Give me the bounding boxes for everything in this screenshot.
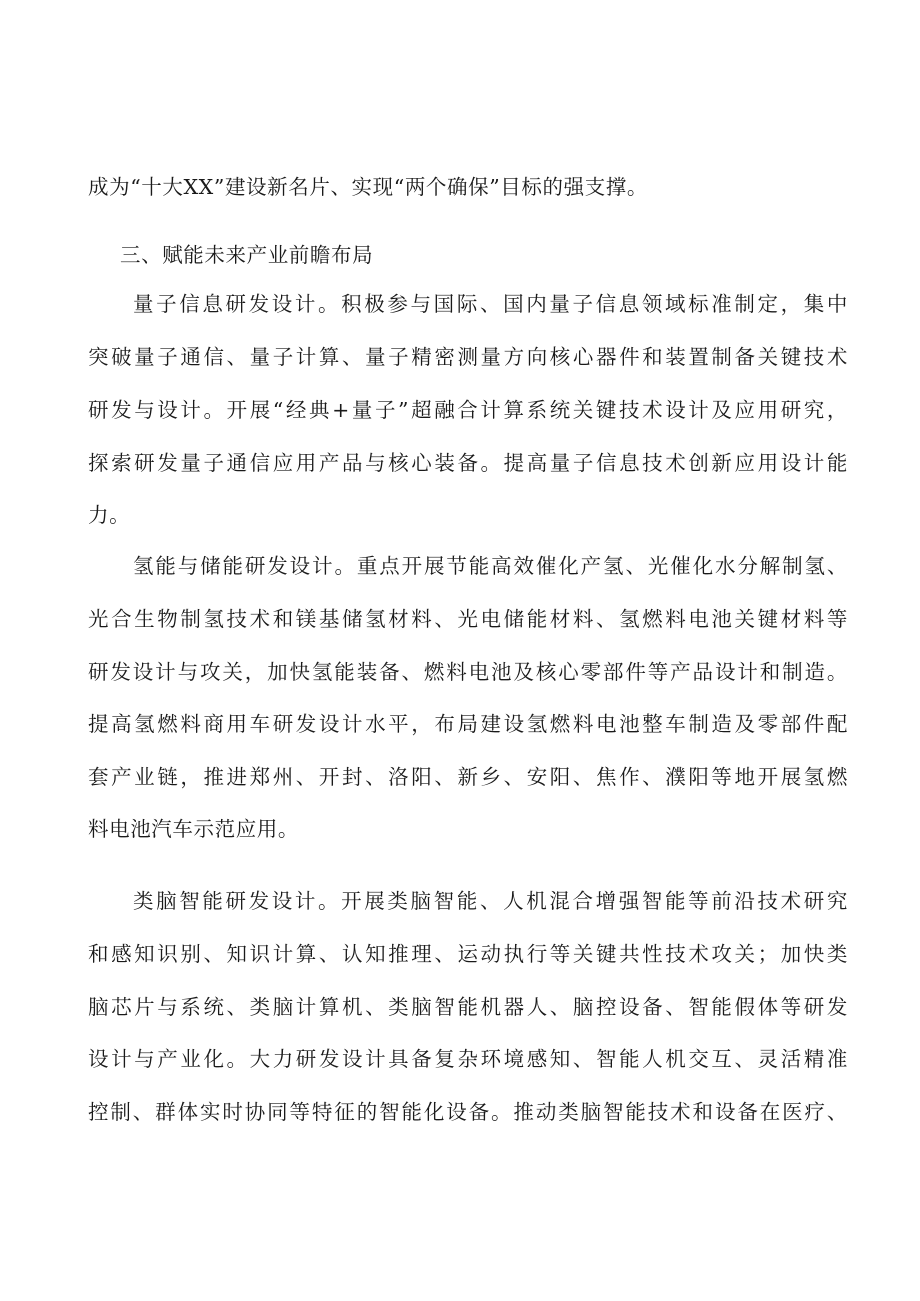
section-heading: 三、赋能未来产业前瞻布局: [120, 243, 374, 267]
paragraph-line: 研发与设计。开展“经典+量子”超融合计算系统关键技术设计及应用研究，: [88, 398, 848, 422]
paragraph-line: 探索研发量子通信应用产品与核心装备。提高量子信息技术创新应用设计能: [88, 451, 848, 475]
paragraph-line: 设计与产业化。大力研发设计具备复杂环境感知、智能人机交互、灵活精准: [88, 1047, 848, 1071]
paragraph-line: 研发设计与攻关，加快氢能装备、燃料电池及核心零部件等产品设计和制造。: [88, 660, 848, 684]
paragraph-line: 料电池汽车示范应用。: [88, 817, 299, 841]
paragraph-line: 控制、群体实时协同等特征的智能化设备。推动类脑智能技术和设备在医疗、: [88, 1100, 848, 1124]
paragraph-line: 套产业链，推进郑州、开封、洛阳、新乡、安阳、焦作、濮阳等地开展氢燃: [88, 765, 848, 789]
paragraph-line: 脑芯片与系统、类脑计算机、类脑智能机器人、脑控设备、智能假体等研发: [88, 995, 848, 1019]
paragraph-line: 氢能与储能研发设计。重点开展节能高效催化产氢、光催化水分解制氢、: [133, 554, 848, 578]
paragraph-line: 类脑智能研发设计。开展类脑智能、人机混合增强智能等前沿技术研究: [133, 889, 848, 913]
paragraph-line: 提高氢燃料商用车研发设计水平，布局建设氢燃料电池整车制造及零部件配: [88, 712, 848, 736]
paragraph-line: 光合生物制氢技术和镁基储氢材料、光电储能材料、氢燃料电池关键材料等: [88, 607, 848, 631]
paragraph-line: 量子信息研发设计。积极参与国际、国内量子信息领域标准制定，集中: [133, 292, 848, 316]
paragraph-line: 突破量子通信、量子计算、量子精密测量方向核心器件和装置制备关键技术: [88, 345, 848, 369]
paragraph-line: 力。: [88, 503, 131, 527]
intro-line: 成为“十大XX”建设新名片、实现“两个确保”目标的强支撑。: [88, 175, 649, 199]
paragraph-line: 和感知识别、知识计算、认知推理、运动执行等关键共性技术攻关；加快类: [88, 942, 848, 966]
